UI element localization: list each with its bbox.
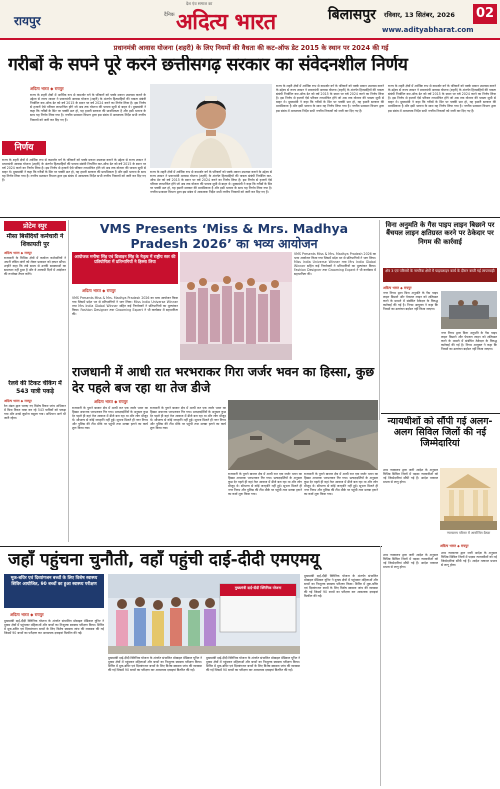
capital-headline: राजधानी में आधी रात भरभराकर गिरा जर्जर भवन का हिस्सा, कुछ देर पहले बज रहा था तेज डीजे [72,364,375,395]
left-byline: अदित्य भारत ◆ रायपुर [4,251,32,255]
side-top-rule [381,413,500,414]
lead-photo [150,84,272,168]
side-mid-body-cont2: उच्च न्यायालय द्वारा जारी आदेश के अनुसार विभिन्न सिविल जिलों में पदस्थ न्यायाधीशों को नई जिम्मेदारियां सौंपी गई हैं। आदेश तत्काल प्रभाव से लागू होगा। [441,551,497,568]
vms-body-col1: VMS Presents Miss & Mrs. Madhya Pradesh 2026 का भव्य आयोजन किया गया जिसमें प्रदेश भर से प्रतिभागियों ने भाग लिया। Miss India Universe Winner तथा Mrs India Global Winner सहित कई निर्णायकों ने प्रतिभागियों का मूल्यांकन किया। Fashion Designer तथा Grooming Expert ने भी कार्यक्रम में सहभागिता की। [72,296,178,317]
left-headline: मीसा बिसेंदियों कर्मचारी ने शिकायती पुर [6,233,64,248]
side-mid-caption: न्यायालय परिसर में आयोजित बैठक [446,531,491,535]
bottom-body-col4: मुख्यमंत्री दाई-दीदी क्लिनिक योजना के अंतर्गत संचालित मोबाइल मेडिकल यूनिट ने दूरस्थ क्षेत्रों में पहुंचकर महिलाओं और बच्चों का निःशुल्क स्वास्थ्य परीक्षण किया। शिविर में मूक-बधिर एवं दिव्यांगजन बच्चों के लिए विशेष स्वास्थ्य जांच की व्यवस्था की गई जिसमें 90 बच्चों का परीक्षण कर आवश्यक दवाइयां वितरित की गईं। [304,574,378,599]
lead-bottom-rule [0,217,500,218]
lead-body-col4: राज्य के शहरी क्षेत्रों में आर्थिक रूप से कमजोर वर्ग के परिवारों को पक्के मकान उपलब्ध कराने के उद्देश्य से राज्य शासन ने प्रधानमंत्री आवास योजना (शहरी) के अंतर्गत हितग्राहियों की पात्रता संबंधी निर्धारित कट-ऑफ डेट को वर्ष 2015 के स्थान पर वर्ष 2024 करने का निर्णय लिया है। इस निर्णय से हजारों ऐसे परिवार लाभान्वित होंगे जो अब तक योजना की पात्रता सूची से बाहर थे। मुख्यमंत्री ने कहा कि गरीबों के सिर पर पक्की छत हो, यह हमारी सरकार की प्राथमिकता है और इसी भावना के साथ यह निर्णय लिया गया है। नगरीय प्रशासन विभाग द्वारा इस संबंध में आवश्यक निर्देश सभी नगरीय निकायों को जारी कर दिए गए हैं। [388,84,496,113]
brand-logo: अदित्य भारत [176,9,276,35]
left-body: राजधानी के विभिन्न क्षेत्रों में कार्यरत कर्मचारियों ने अपनी लंबित मांगों को लेकर प्रशासन को ज्ञापन सौंपा। उन्होंने कहा कि लंबे समय से उनकी समस्याओं का समाधान नहीं हुआ है और वे आगामी दिनों में आंदोलन की रूपरेखा तैयार करेंगे। [4,256,66,277]
capital-body-col3: राजधानी के पुराने बाजार क्षेत्र में आधी रात एक जर्जर भवन का हिस्सा अचानक भरभराकर गिर गया। प्रत्यक्षदर्शियों के अनुसार कुछ देर पहले ही वहां तेज आवाज में डीजे बज रहा था और लोग मौजूद थे। सौभाग्य से कोई जनहानि नहीं हुई। सूचना मिलते ही नगर निगम और पुलिस की टीम मौके पर पहुंची तथा मलबा हटाने का कार्य शुरू किया गया। [228,472,302,497]
side-mid-headline: न्यायधीशों को सौंपी गई अलग-अलग सिविल जिलों की नई जिम्मेदारियां [387,416,493,449]
capital-byline: अदित्य भारत ◆ रायपुर [94,399,128,404]
issue-date: रविवार, 13 सितंबर, 2026 [384,11,455,19]
brand-meta: दैनिक [164,12,175,18]
lead-body-col2: राज्य के शहरी क्षेत्रों में आर्थिक रूप से कमजोर वर्ग के परिवारों को पक्के मकान उपलब्ध कराने के उद्देश्य से राज्य शासन ने प्रधानमंत्री आवास योजना (शहरी) के अंतर्गत हितग्राहियों की पात्रता संबंधी निर्धारित कट-ऑफ डेट को वर्ष 2015 के स्थान पर वर्ष 2024 करने का निर्णय लिया है। इस निर्णय से हजारों ऐसे परिवार लाभान्वित होंगे जो अब तक योजना की पात्रता सूची से बाहर थे। मुख्यमंत्री ने कहा कि गरीबों के सिर पर पक्की छत हो, यह हमारी सरकार की प्राथमिकता है और इसी भावना के साथ यह निर्णय लिया गया है। नगरीय प्रशासन विभाग द्वारा इस संबंध में आवश्यक निर्देश सभी नगरीय निकायों को जारी कर दिए गए हैं। [150,170,272,195]
bottom-byline: अदित्य भारत ◆ रायपुर [10,612,44,617]
side-mid-body-cont: उच्च न्यायालय द्वारा जारी आदेश के अनुसार विभिन्न सिविल जिलों में पदस्थ न्यायाधीशों को नई जिम्मेदारियां सौंपी गई हैं। आदेश तत्काल प्रभाव से लागू होगा। [383,553,438,570]
lead-tag: निर्णय [2,141,46,155]
lead-headline: गरीबों के सपने पूरे करने छत्तीसगढ़ सरकार का संवेदनशील निर्णय [8,55,408,75]
bottom-headline: जहाँ पहुंचना चुनौती, वहाँ पहुंची दाई-दीदी एमएमयू [8,550,320,570]
bottom-tag: मूक-बधिर एवं दिव्यांगजन बच्चों के लिए विशेष स्वास्थ्य शिविर आयोजित, 90 बच्चों का हुआ स्वास्थ्य परीक्षण [4,574,104,608]
section-label: रायपुर [14,14,41,28]
lead-kicker: प्रधानमंत्री आवास योजना (शहरी) के लिए नियमों की वैधता की कट-ऑफ डेट 2015 के स्थान पर 2024 की गई [113,44,389,52]
left-tag: प्रोटेम स्पुर [4,221,66,231]
vms-divider [379,220,380,420]
lead-byline: अदित्य भारत ◆ रायपुर [30,86,64,91]
vms-photo-caption: आयोजक मनीषा सिंह एवं डिजाइन सिंह के नेतृत्व में राष्ट्रीय स्तर की प्रतियोगिता में प्रतिभागियों ने हिस्सा लिया [74,254,176,265]
side-top-photo [441,291,497,329]
left-sub-byline: अदित्य भारत ◆ रायपुर [4,399,32,403]
side-top-body-col1: नगर निगम द्वारा बिना अनुमति के गैस पाइप लाइन बिछाने और पेयजल लाइन को क्षतिग्रस्त करने के मामले में संबंधित ठेकेदार के विरुद्ध कार्रवाई की गई है। निगम आयुक्त ने कहा कि नियमों का उल्लंघन बर्दाश्त नहीं किया जाएगा। [383,291,438,312]
side-top-sub: क्षेत्र 3 एवं परिसरों के नागरिक क्षेत्रों में पाइपलाइन कार्य के दौरान बरती गई लापरवाही [383,268,497,282]
bottom-body-col3: मुख्यमंत्री दाई-दीदी क्लिनिक योजना के अंतर्गत संचालित मोबाइल मेडिकल यूनिट ने दूरस्थ क्षेत्रों में पहुंचकर महिलाओं और बच्चों का निःशुल्क स्वास्थ्य परीक्षण किया। शिविर में मूक-बधिर एवं दिव्यांगजन बच्चों के लिए विशेष स्वास्थ्य जांच की व्यवस्था की गई जिसमें 90 बच्चों का परीक्षण कर आवश्यक दवाइयां वितरित की गईं। [206,656,300,673]
vms-body-col2: VMS Presents Miss & Mrs. Madhya Pradesh 2026 का भव्य आयोजन किया गया जिसमें प्रदेश भर से प्रतिभागियों ने भाग लिया। Miss India Universe Winner तथा Mrs India Global Winner सहित कई निर्णायकों ने प्रतिभागियों का मूल्यांकन किया। Fashion Designer तथा Grooming Expert ने भी कार्यक्रम में सहभागिता की। [294,252,376,277]
left-sub-headline: रेलवे की टिकट चेकिंग में 543 यात्री पकड़े [8,380,62,395]
lead-body-col3: राज्य के शहरी क्षेत्रों में आर्थिक रूप से कमजोर वर्ग के परिवारों को पक्के मकान उपलब्ध कराने के उद्देश्य से राज्य शासन ने प्रधानमंत्री आवास योजना (शहरी) के अंतर्गत हितग्राहियों की पात्रता संबंधी निर्धारित कट-ऑफ डेट को वर्ष 2015 के स्थान पर वर्ष 2024 करने का निर्णय लिया है। इस निर्णय से हजारों ऐसे परिवार लाभान्वित होंगे जो अब तक योजना की पात्रता सूची से बाहर थे। मुख्यमंत्री ने कहा कि गरीबों के सिर पर पक्की छत हो, यह हमारी सरकार की प्राथमिकता है और इसी भावना के साथ यह निर्णय लिया गया है। नगरीय प्रशासन विभाग द्वारा इस संबंध में आवश्यक निर्देश सभी नगरीय निकायों को जारी कर दिए गए हैं। [276,84,384,113]
side-mid-photo [440,468,497,530]
left-column-divider [68,220,69,542]
bottom-body-col2: मुख्यमंत्री दाई-दीदी क्लिनिक योजना के अंतर्गत संचालित मोबाइल मेडिकल यूनिट ने दूरस्थ क्षेत्रों में पहुंचकर महिलाओं और बच्चों का निःशुल्क स्वास्थ्य परीक्षण किया। शिविर में मूक-बधिर एवं दिव्यांगजन बच्चों के लिए विशेष स्वास्थ्य जांच की व्यवस्था की गई जिसमें 90 बच्चों का परीक्षण कर आवश्यक दवाइयां वितरित की गईं। [108,656,202,673]
capital-body-col4: राजधानी के पुराने बाजार क्षेत्र में आधी रात एक जर्जर भवन का हिस्सा अचानक भरभराकर गिर गया। प्रत्यक्षदर्शियों के अनुसार कुछ देर पहले ही वहां तेज आवाज में डीजे बज रहा था और लोग मौजूद थे। सौभाग्य से कोई जनहानि नहीं हुई। सूचना मिलते ही नगर निगम और पुलिस की टीम मौके पर पहुंची तथा मलबा हटाने का कार्य शुरू किया गया। [304,472,378,497]
side-top-byline: अदित्य भारत ◆ रायपुर [383,286,412,290]
side-mid-byline: अदित्य भारत ◆ रायपुर [440,544,469,548]
city-name: बिलासपुर [328,7,376,23]
side-mid-body: उच्च न्यायालय द्वारा जारी आदेश के अनुसार विभिन्न सिविल जिलों में पदस्थ न्यायाधीशों को नई जिम्मेदारियां सौंपी गई हैं। आदेश तत्काल प्रभाव से लागू होगा। [383,468,438,485]
lead-body-col1: राज्य के शहरी क्षेत्रों में आर्थिक रूप से कमजोर वर्ग के परिवारों को पक्के मकान उपलब्ध कराने के उद्देश्य से राज्य शासन ने प्रधानमंत्री आवास योजना (शहरी) के अंतर्गत हितग्राहियों की पात्रता संबंधी निर्धारित कट-ऑफ डेट को वर्ष 2015 के स्थान पर वर्ष 2024 करने का निर्णय लिया है। इस निर्णय से हजारों ऐसे परिवार लाभान्वित होंगे जो अब तक योजना की पात्रता सूची से बाहर थे। मुख्यमंत्री ने कहा कि गरीबों के सिर पर पक्की छत हो, यह हमारी सरकार की प्राथमिकता है और इसी भावना के साथ यह निर्णय लिया गया है। नगरीय प्रशासन विभाग द्वारा इस संबंध में आवश्यक निर्देश सभी नगरीय निकायों को जारी कर दिए गए हैं। [30,93,146,122]
capital-body-col1: राजधानी के पुराने बाजार क्षेत्र में आधी रात एक जर्जर भवन का हिस्सा अचानक भरभराकर गिर गया। प्रत्यक्षदर्शियों के अनुसार कुछ देर पहले ही वहां तेज आवाज में डीजे बज रहा था और लोग मौजूद थे। सौभाग्य से कोई जनहानि नहीं हुई। सूचना मिलते ही नगर निगम और पुलिस की टीम मौके पर पहुंची तथा मलबा हटाने का कार्य शुरू किया गया। [72,406,148,431]
site-url: www.adityabharat.com [382,26,474,34]
vms-byline: अदित्य भारत ◆ रायपुर [82,288,116,293]
page-number: 02 [473,4,497,24]
brand-tag: देश एंव समाज का [186,1,213,6]
bottom-body-col1: मुख्यमंत्री दाई-दीदी क्लिनिक योजना के अंतर्गत संचालित मोबाइल मेडिकल यूनिट ने दूरस्थ क्षेत्रों में पहुंचकर महिलाओं और बच्चों का निःशुल्क स्वास्थ्य परीक्षण किया। शिविर में मूक-बधिर एवं दिव्यांगजन बच्चों के लिए विशेष स्वास्थ्य जांच की व्यवस्था की गई जिसमें 90 बच्चों का परीक्षण कर आवश्यक दवाइयां वितरित की गईं। [4,619,104,636]
left-sub-body: रेल मंडल द्वारा चलाए गए विशेष टिकट जांच अभियान में बिना टिकट यात्रा कर रहे 543 यात्रियों को पकड़ा गया और उनसे जुर्माना वसूला गया। अभियान आगे भी जारी रहेगा। [4,404,66,421]
bottom-right-divider [380,546,381,786]
side-top-headline: विना अनुमति के गैस पाइप लाइन बिछाने पर बैंचयल लाइन क्षतिग्रस्त करने पर ठेकेदार पर निगम की कार्रवाई [385,221,495,246]
side-top-body-col2: नगर निगम द्वारा बिना अनुमति के गैस पाइप लाइन बिछाने और पेयजल लाइन को क्षतिग्रस्त करने के मामले में संबंधित ठेकेदार के विरुद्ध कार्रवाई की गई है। निगम आयुक्त ने कहा कि नियमों का उल्लंघन बर्दाश्त नहीं किया जाएगा। [441,331,497,352]
vms-photo [180,252,292,360]
capital-photo [228,400,378,470]
bottom-section-rule [0,546,382,547]
capital-body-col2: राजधानी के पुराने बाजार क्षेत्र में आधी रात एक जर्जर भवन का हिस्सा अचानक भरभराकर गिर गया। प्रत्यक्षदर्शियों के अनुसार कुछ देर पहले ही वहां तेज आवाज में डीजे बज रहा था और लोग मौजूद थे। सौभाग्य से कोई जनहानि नहीं हुई। सूचना मिलते ही नगर निगम और पुलिस की टीम मौके पर पहुंची तथा मलबा हटाने का कार्य शुरू किया गया। [150,406,226,431]
bottom-photo-caption: मुख्यमंत्री दाई-दीदी क्लिनिक योजना [234,586,282,590]
vms-headline: VMS Presents ‘Miss & Mrs. Madhya Pradesh 2026’ का भव्य आयोजन [99,221,349,251]
masthead-rule [0,38,500,40]
lead-body-col1b: राज्य के शहरी क्षेत्रों में आर्थिक रूप से कमजोर वर्ग के परिवारों को पक्के मकान उपलब्ध कराने के उद्देश्य से राज्य शासन ने प्रधानमंत्री आवास योजना (शहरी) के अंतर्गत हितग्राहियों की पात्रता संबंधी निर्धारित कट-ऑफ डेट को वर्ष 2015 के स्थान पर वर्ष 2024 करने का निर्णय लिया है। इस निर्णय से हजारों ऐसे परिवार लाभान्वित होंगे जो अब तक योजना की पात्रता सूची से बाहर थे। मुख्यमंत्री ने कहा कि गरीबों के सिर पर पक्की छत हो, यह हमारी सरकार की प्राथमिकता है और इसी भावना के साथ यह निर्णय लिया गया है। नगरीय प्रशासन विभाग द्वारा इस संबंध में आवश्यक निर्देश सभी नगरीय निकायों को जारी कर दिए गए हैं। [2,158,146,183]
